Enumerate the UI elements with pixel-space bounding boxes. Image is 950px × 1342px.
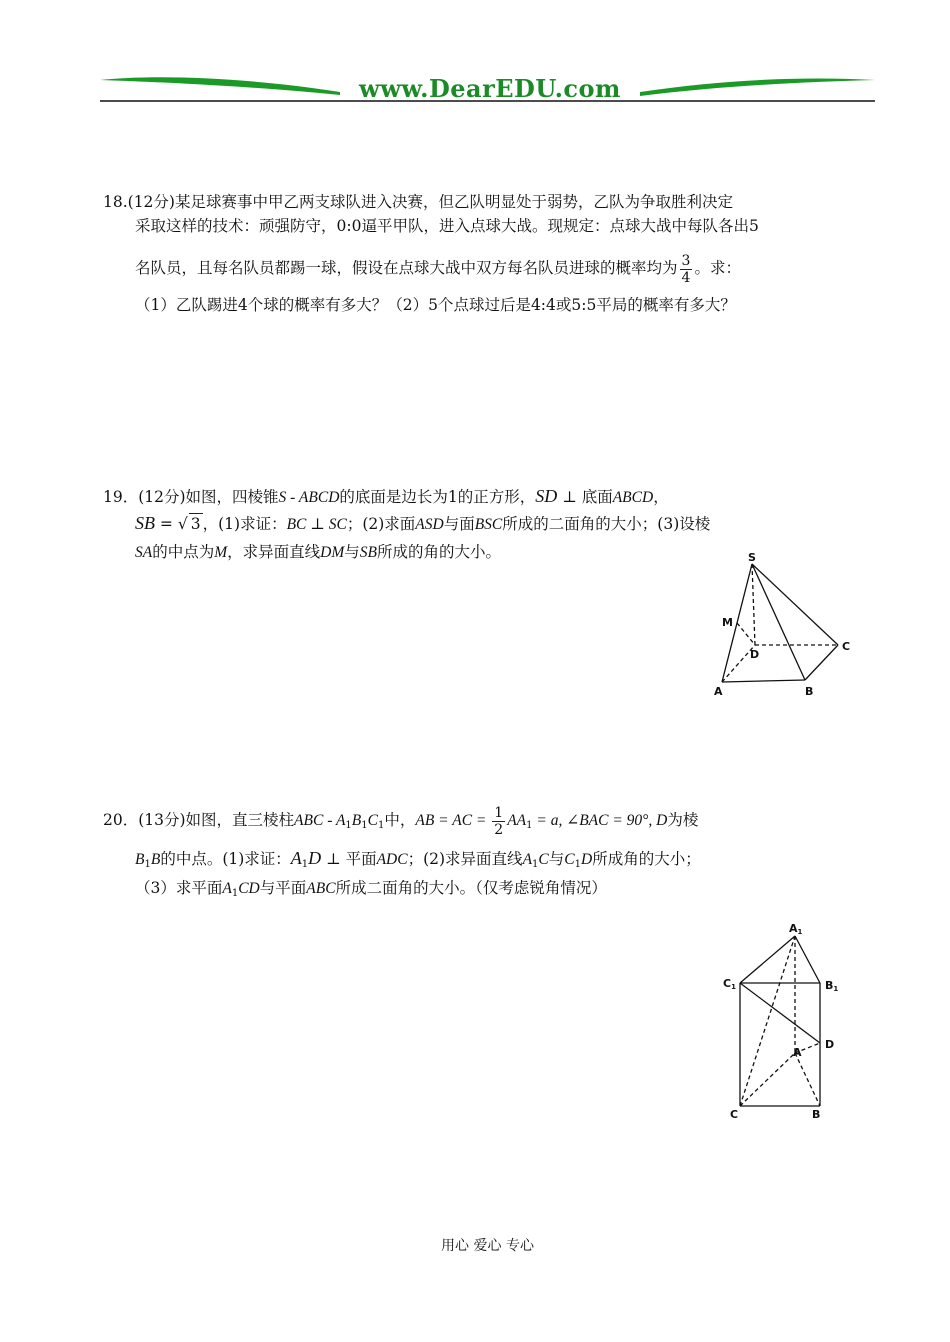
pyramid-figure [700,550,870,710]
q18-line-1: 18.(12分)某足球赛事中甲乙两支球队进入决赛，但乙队明显处于弱势，乙队为争取胜利决定 [103,193,733,211]
q19-line-1: 19．(12分)如图，四棱锥S - ABCD的底面是边长为1的正方形，SD ⊥ 底面ABCD， [103,486,669,506]
label-A: A [714,685,723,698]
label-C: C [842,640,851,653]
q20-line-3: （3）求平面$A_1CD$与平面ABC所成二面角的大小。（仅考虑锐角情况） [135,879,607,899]
site-url: www.DearEDU.com [359,74,621,103]
footer-text: 用心 爱心 专心 [441,1238,534,1254]
q20-line-1: 20．(13分)如图，直三棱柱ABC - $A_1B_1C_1$中，AB = AC = $\frac{1}{2}$ $AA_1 = a$, ∠BAC = 90°, D为棱 [103,804,699,838]
label-C: C [730,1108,739,1121]
q19-line-2: SB = √ 3 ，(1)求证：BC ⊥ SC；(2)求面ASD与面BSC所成的二面角的大小；(3)设棱 [135,513,711,533]
q20-fraction: $\frac{1}{2}$ [494,804,504,838]
label-S: S [748,551,756,564]
prism-figure [715,918,865,1128]
q18-line-3: 名队员，且每名队员都踢一球，假设在点球大战中双方每名队员进球的概率均为 $\frac{3}{4}$ 。求： [135,252,741,286]
label-M: M [722,616,733,629]
label-D: D [750,648,760,661]
label-D: D [825,1038,835,1051]
q19-line-3: SA的中点为M，求异面直线DM与SB所成的角的大小。 [135,543,502,561]
q18-line-2: 采取这样的技术：顽强防守，0:0逼平甲队，进入点球大战。现规定：点球大战中每队各出5 [135,217,759,235]
label-B1: B1 [825,979,839,993]
q18-fraction: $\frac{3}{4}$ [681,252,691,286]
label-C1: C1 [723,977,736,991]
label-A: A [793,1046,802,1059]
q20-line-2: $B_1B$的中点。(1)求证：$A_1D$ ⊥ 平面ADC；(2)求异面直线$A_1C$与$C_1D$所成角的大小； [135,848,701,870]
label-B: B [812,1108,821,1121]
label-B: B [805,685,814,698]
q18-line-4: （1）乙队踢进4个球的概率有多大？（2）5个点球过后是4:4或5:5平局的概率有多大？ [135,296,736,314]
header-banner [100,68,875,108]
label-A1: A1 [789,922,803,936]
